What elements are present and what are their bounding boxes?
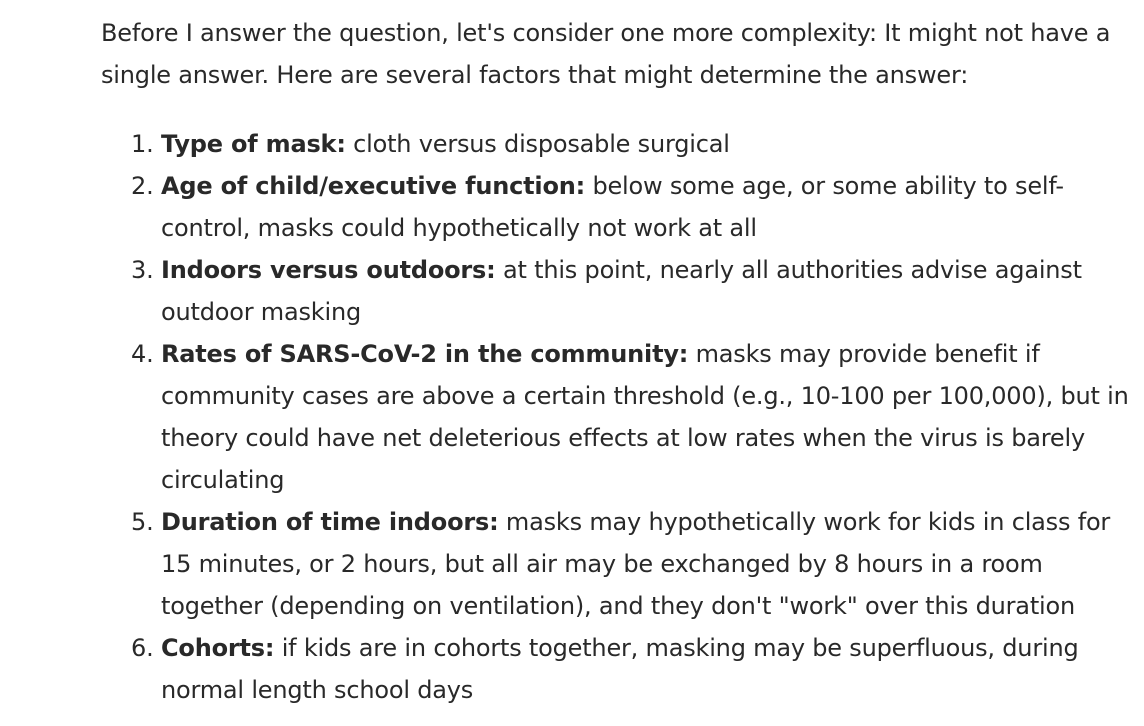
list-item <box>131 501 1131 627</box>
factors-list <box>101 123 1131 711</box>
intro-paragraph: Before I answer the question, let's consider one more complexity: It might not have a single answer. Here are several factors that might determine the answer: <box>101 19 1111 89</box>
list-item-number: 4. <box>131 340 154 368</box>
list-item <box>131 627 1131 711</box>
factor-text: below some age, or some ability to self-control, masks could hypothetically not work at all <box>161 172 1064 242</box>
factor-term: Indoors versus outdoors: <box>161 256 496 284</box>
list-item-number: 1. <box>131 130 154 158</box>
list-item-number: 5. <box>131 508 154 536</box>
factor-text: at this point, nearly all authorities advise against outdoor masking <box>161 256 1082 326</box>
list-item <box>131 123 1131 165</box>
factor-term: Type of mask: <box>161 130 346 158</box>
list-item <box>131 249 1131 333</box>
list-item <box>131 165 1131 249</box>
list-item-number: 6. <box>131 634 154 662</box>
factor-text: cloth versus disposable surgical <box>345 130 730 158</box>
factor-text: masks may provide benefit if community cases are above a certain threshold (e.g., 10-100 per 100,000), but in theory could have net deleterious effects at low rates when the virus is barely circulating <box>161 340 1129 494</box>
factor-term: Duration of time indoors: <box>161 508 499 536</box>
factor-term: Cohorts: <box>161 634 275 662</box>
list-item <box>131 333 1131 501</box>
factor-term: Rates of SARS-CoV-2 in the community: <box>161 340 689 368</box>
article-body <box>101 12 1131 711</box>
factor-text: if kids are in cohorts together, masking may be superfluous, during normal length school days <box>161 634 1079 704</box>
factor-text: masks may hypothetically work for kids in class for 15 minutes, or 2 hours, but all air may be exchanged by 8 hours in a room together (depending on ventilation), and they don't "work" over this duration <box>161 508 1111 620</box>
list-item-number: 2. <box>131 172 154 200</box>
factor-term: Age of child/executive function: <box>161 172 586 200</box>
list-item-number: 3. <box>131 256 154 284</box>
